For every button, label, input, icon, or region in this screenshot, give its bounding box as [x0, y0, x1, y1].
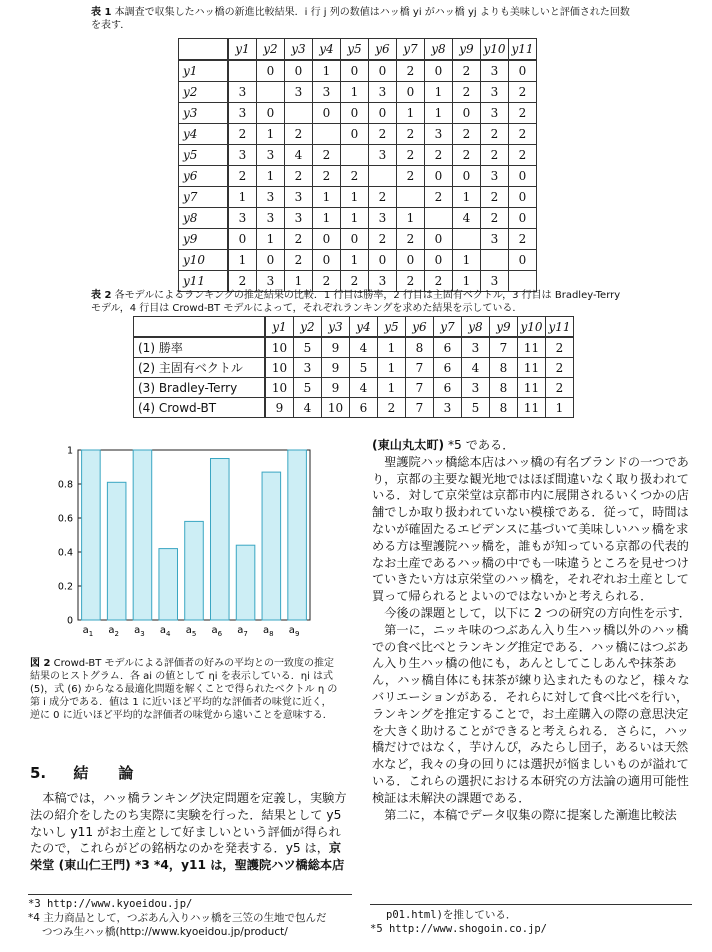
- table1-row-header: y5: [179, 145, 229, 166]
- table1-caption: [91, 6, 631, 32]
- table2-cell: 9: [265, 398, 294, 418]
- table2-col-header: y9: [490, 317, 518, 338]
- table1-row-header: y9: [179, 229, 229, 250]
- table1-row: [179, 82, 537, 103]
- table1-cell: 0: [509, 60, 537, 82]
- table1-cell: 0: [453, 166, 481, 187]
- table1-cell: 3: [257, 145, 285, 166]
- table2-cell: 6: [434, 337, 462, 358]
- table2-cell: 3: [434, 398, 462, 418]
- table1-row-header: y1: [179, 60, 229, 82]
- section-heading: [30, 762, 133, 783]
- table2-corner: [134, 317, 266, 338]
- table2-cell: 10: [265, 358, 294, 378]
- table1-cell: 0: [509, 250, 537, 271]
- table2-col-header: y6: [406, 317, 434, 338]
- table1-cell: 0: [369, 60, 397, 82]
- table1-row-header: y8: [179, 208, 229, 229]
- table2-cell: 5: [294, 337, 322, 358]
- table1-cell: 4: [453, 208, 481, 229]
- table1-cell: 1: [341, 250, 369, 271]
- table2-cell: 7: [406, 398, 434, 418]
- table2: [133, 316, 574, 418]
- x-tick-label: $a_7$: [237, 625, 248, 638]
- table1-cell: 3: [481, 229, 509, 250]
- table1-cell: 1: [453, 187, 481, 208]
- table1-cell: 3: [285, 208, 313, 229]
- table1-col-header: y7: [397, 39, 425, 61]
- section5-paragraph-bold: 京栄堂 (東山仁王門) *3 *4，y11 は，聖護院ハツ橋総本店: [30, 841, 345, 873]
- table1-cell: 3: [228, 145, 257, 166]
- table2-cell: 8: [490, 398, 518, 418]
- table2-col-header: y3: [322, 317, 350, 338]
- table2-cell: 4: [462, 358, 490, 378]
- right-paragraph-5: 第二に，本稿でデータ収集の際に提案した漸進比較法: [384, 807, 677, 822]
- table1-cell: 2: [509, 82, 537, 103]
- table1-cell: 2: [397, 229, 425, 250]
- x-tick-label: $a_4$: [159, 625, 171, 638]
- table2-cell: 10: [322, 398, 350, 418]
- table2-cell: 2: [546, 358, 574, 378]
- section-number: 5.: [30, 764, 47, 782]
- table1-cell: 2: [509, 229, 537, 250]
- table1-cell: 3: [285, 82, 313, 103]
- table1-cell: 2: [313, 271, 341, 292]
- table2-row-header: (2) 主固有ベクトル: [134, 358, 266, 378]
- y-tick-label: 0.4: [57, 547, 73, 559]
- table1-cell: 1: [257, 124, 285, 145]
- table1-col-header: y11: [509, 39, 537, 61]
- right-paragraph-2: 聖護院ハッ橋総本店はハッ橋の有名ブランドの一つであり，京都の主要な観光地ではほぼ間違いなく取り扱われている．対して京栄堂は京都市内に展開されるいくつかの店舗でしか取り扱われていない模様である．従って，時間はないが確固たるエビデンスに基づいて美味しいハッ橋を求める方は聖護院ハッ橋を，誰もが知っている京都の代表的なお土産であるハッ橋の中でも一味違うところを見せつけていきたい方は京栄堂のハッ橋を，それぞれお土産として買って帰られるとよいのではないかと考えられる．: [372, 454, 689, 604]
- table1-cell: 3: [257, 187, 285, 208]
- table2-cell: 3: [462, 337, 490, 358]
- table1-caption-text: 本調査で収集したハッ橋の新進比較結果．i 行 j 列の数値はハッ橋 yi がハッ橋 yj よりも美味しいと評価された回数を表す．: [91, 7, 630, 31]
- table2-row: [134, 358, 574, 378]
- table1-cell: 0: [257, 60, 285, 82]
- table2-cell: 9: [322, 337, 350, 358]
- table2-cell: 10: [265, 378, 294, 398]
- table2-cell: 9: [322, 358, 350, 378]
- right-paragraph-4: 第一に，ニッキ味のつぶあん入り生ハッ橋以外のハッ橋での食べ比べとランキング推定である．ハッ橋にはつぶあん入り生ハッ橋の他にも，あんとしてこしあんや抹茶あん，ハッ橋自体にも抹茶が練り込まれたものなど，様々なバリエーションがある．それらに対して食べ比べを行い，ランキングを推定することで，お土産購入の際の意思決定を大きく助けることができると考えられる．さらに，ハッ橋だけではなく，芋けんぴ，みたらし団子，あるいは天然水など，我々の身の回りには選択が悩ましいものが溢れている．これらの選択における本研究の方法論の適用可能性検証は未解決の課題である．: [372, 622, 690, 805]
- table2-col-header: y8: [462, 317, 490, 338]
- table1-col-header: y8: [425, 39, 453, 61]
- table1-cell: [341, 145, 369, 166]
- table2-row-header: (1) 勝率: [134, 337, 266, 358]
- table1-row: [179, 124, 537, 145]
- section5-paragraph: 本稿では，ハッ橋ランキング決定問題を定義し，実験方法の紹介をしたのち実際に実験を行った．結果として y5 ないし y11 がお土産として好ましいという評価が得られたので，これらがどの銘柄なのかを発表する．y5 は，: [30, 791, 347, 856]
- table1-cell: 2: [425, 187, 453, 208]
- table2-col-header: y11: [546, 317, 574, 338]
- table1-cell: 2: [397, 145, 425, 166]
- table1-cell: 3: [481, 166, 509, 187]
- table1-cell: 1: [285, 271, 313, 292]
- table1-cell: 0: [285, 60, 313, 82]
- table1-cell: 2: [313, 145, 341, 166]
- right-paragraph-3: 今後の課題として，以下に 2 つの研究の方向性を示す．: [384, 605, 691, 620]
- footnotes-right: [370, 908, 700, 936]
- bar-a6: [210, 459, 229, 621]
- table1-cell: [369, 166, 397, 187]
- table1: [178, 38, 537, 292]
- x-tick-label: $a_1$: [82, 625, 94, 638]
- table2-col-header: y5: [378, 317, 406, 338]
- bar-a1: [82, 450, 101, 620]
- table1-cell: [397, 187, 425, 208]
- table1-col-header: y5: [341, 39, 369, 61]
- table1-cell: 0: [257, 103, 285, 124]
- table1-cell: 2: [509, 124, 537, 145]
- table1-row: [179, 208, 537, 229]
- table1-row: [179, 166, 537, 187]
- right-column: [372, 437, 692, 823]
- table1-col-header: y9: [453, 39, 481, 61]
- table1-row: [179, 145, 537, 166]
- table1-cell: 1: [453, 271, 481, 292]
- table1-cell: [425, 208, 453, 229]
- table1-cell: 3: [228, 82, 257, 103]
- table2-cell: 2: [546, 337, 574, 358]
- table1-cell: 1: [313, 187, 341, 208]
- table1-row: [179, 250, 537, 271]
- table1-cell: 2: [481, 145, 509, 166]
- table1-row-header: y2: [179, 82, 229, 103]
- table2-cell: 10: [265, 337, 294, 358]
- table1-cell: 0: [425, 166, 453, 187]
- table1-cell: 3: [481, 82, 509, 103]
- table1-cell: 1: [257, 229, 285, 250]
- table2-cell: 5: [294, 378, 322, 398]
- table2-cell: 11: [518, 378, 546, 398]
- table1-row-header: y6: [179, 166, 229, 187]
- table1-cell: [453, 229, 481, 250]
- table1-cell: 2: [228, 271, 257, 292]
- footnote-5: *5 http://www.shogoin.co.jp/: [370, 923, 548, 935]
- table1-cell: 1: [397, 103, 425, 124]
- table2-col-header: y2: [294, 317, 322, 338]
- table1-cell: [313, 124, 341, 145]
- table1-row-header: y10: [179, 250, 229, 271]
- table1-cell: 0: [257, 250, 285, 271]
- table1-row-header: y7: [179, 187, 229, 208]
- table2-cell: 5: [462, 398, 490, 418]
- table1-cell: 2: [453, 82, 481, 103]
- table1-col-header: y2: [257, 39, 285, 61]
- table2-cell: 3: [294, 358, 322, 378]
- table1-cell: 0: [425, 229, 453, 250]
- table1-cell: 0: [228, 229, 257, 250]
- table1-corner: [179, 39, 229, 61]
- table1-cell: 2: [453, 124, 481, 145]
- table1-cell: 0: [509, 166, 537, 187]
- table1-cell: 0: [313, 229, 341, 250]
- table1-cell: 1: [313, 60, 341, 82]
- table1-cell: 0: [369, 250, 397, 271]
- table2-col-header: y7: [434, 317, 462, 338]
- table1-cell: 2: [285, 250, 313, 271]
- table1-cell: 2: [453, 145, 481, 166]
- table1-cell: 2: [285, 229, 313, 250]
- table2-cell: 11: [518, 398, 546, 418]
- table1-cell: 0: [453, 103, 481, 124]
- table1-cell: 1: [397, 208, 425, 229]
- footnote-4-tail: p01.html)を推している．: [386, 909, 517, 921]
- table1-cell: 3: [481, 60, 509, 82]
- table2-cell: 6: [434, 378, 462, 398]
- table1-cell: 3: [285, 187, 313, 208]
- table2-cell: 8: [490, 358, 518, 378]
- bar-a8: [262, 472, 281, 620]
- y-tick-label: 0.2: [57, 581, 73, 593]
- table1-cell: 1: [341, 208, 369, 229]
- table1-cell: 2: [397, 124, 425, 145]
- table1-cell: 2: [285, 124, 313, 145]
- figure2-chart: [50, 440, 315, 645]
- table2-caption-label: 表 2: [91, 290, 112, 301]
- footnotes-left: [28, 897, 358, 939]
- table2-cell: 2: [378, 398, 406, 418]
- footnote-4: *4 主力商品として，つぶあん入りハッ橋を三笠の生地で包んだ: [28, 912, 327, 924]
- table1-cell: 1: [257, 166, 285, 187]
- table1-cell: 2: [228, 166, 257, 187]
- table1-cell: 3: [369, 208, 397, 229]
- table1-cell: 2: [509, 145, 537, 166]
- table2-row: [134, 378, 574, 398]
- table1-cell: 2: [369, 187, 397, 208]
- y-tick-label: 1: [66, 445, 73, 457]
- table1-cell: 2: [397, 166, 425, 187]
- table2-cell: 7: [406, 378, 434, 398]
- x-tick-label: $a_2$: [108, 625, 119, 638]
- table1-cell: 2: [285, 166, 313, 187]
- table2-cell: 9: [322, 378, 350, 398]
- table2-row: [134, 398, 574, 418]
- table1-cell: 3: [369, 82, 397, 103]
- table1-cell: 0: [369, 103, 397, 124]
- table1-row: [179, 60, 537, 82]
- table1-cell: 1: [228, 250, 257, 271]
- table2-cell: 4: [350, 378, 378, 398]
- table2-row-header: (3) Bradley-Terry: [134, 378, 266, 398]
- table1-cell: 1: [341, 187, 369, 208]
- table1-cell: 2: [369, 124, 397, 145]
- table2-cell: 11: [518, 358, 546, 378]
- figure2-caption-text: Crowd-BT モデルによる評価者の好みの平均との一致度の推定結果のヒストグラム．各 ai の値として ηi を表示している．ηi は式 (5)，式 (6) からなる最適化問題を解くことで得られたベクトル η の第 i 成分である．値は 1 に近いほど平均的な評価者の味覚に近く，逆に 0 に近いほど平均的な評価者の味覚から遠いことを意味する．: [30, 658, 338, 721]
- section-title: 結 論: [73, 764, 134, 782]
- table2-caption: [91, 289, 631, 315]
- table2-cell: 2: [546, 378, 574, 398]
- table1-cell: 1: [425, 103, 453, 124]
- table1-cell: 0: [313, 250, 341, 271]
- table1-col-header: y3: [285, 39, 313, 61]
- table1-row-header: y11: [179, 271, 229, 292]
- bar-a4: [159, 549, 178, 620]
- table2-cell: 11: [518, 337, 546, 358]
- table1-cell: 2: [228, 124, 257, 145]
- table2-cell: 8: [406, 337, 434, 358]
- table1-cell: 2: [481, 187, 509, 208]
- table1-col-header: y1: [228, 39, 257, 61]
- x-tick-label: $a_3$: [134, 625, 145, 638]
- table1-cell: 1: [341, 82, 369, 103]
- table1-cell: 0: [341, 124, 369, 145]
- table1-cell: 0: [509, 187, 537, 208]
- table2-cell: 6: [350, 398, 378, 418]
- table1-cell: 2: [369, 229, 397, 250]
- table1-cell: 1: [228, 187, 257, 208]
- table1-cell: 2: [397, 60, 425, 82]
- table1-cell: 2: [313, 166, 341, 187]
- table1-cell: 2: [509, 103, 537, 124]
- table1-row-header: y4: [179, 124, 229, 145]
- table1-cell: 0: [341, 229, 369, 250]
- table1-cell: 4: [285, 145, 313, 166]
- table1-cell: 2: [341, 271, 369, 292]
- table1-cell: [285, 103, 313, 124]
- figure2-caption: [30, 657, 340, 722]
- table1-cell: 0: [397, 250, 425, 271]
- y-tick-label: 0.8: [57, 479, 73, 491]
- bar-a2: [107, 482, 126, 620]
- table2-cell: 4: [294, 398, 322, 418]
- bar-a9: [288, 450, 307, 620]
- table1-cell: 0: [425, 250, 453, 271]
- right-line1-bold: (東山丸太町): [372, 438, 445, 452]
- y-tick-label: 0.6: [57, 513, 73, 525]
- table2-col-header: y1: [265, 317, 294, 338]
- x-tick-label: $a_5$: [185, 625, 197, 638]
- table2-cell: 1: [378, 358, 406, 378]
- table1-cell: 3: [369, 145, 397, 166]
- table1-cell: 3: [257, 271, 285, 292]
- table1-row: [179, 187, 537, 208]
- table1-cell: 2: [481, 124, 509, 145]
- table1-cell: 2: [425, 145, 453, 166]
- bar-a7: [236, 545, 255, 620]
- table1-col-header: y4: [313, 39, 341, 61]
- table1-cell: 0: [509, 208, 537, 229]
- table2-row-header: (4) Crowd-BT: [134, 398, 266, 418]
- footnote-3: *3 http://www.kyoeidou.jp/: [28, 898, 193, 910]
- table1-cell: 3: [425, 124, 453, 145]
- table1-cell: 1: [313, 208, 341, 229]
- table1-cell: 3: [369, 271, 397, 292]
- x-tick-label: $a_6$: [211, 625, 223, 638]
- table2-cell: 7: [490, 337, 518, 358]
- table1-cell: 2: [425, 271, 453, 292]
- table1-cell: [481, 250, 509, 271]
- table1-cell: 2: [481, 208, 509, 229]
- table1-cell: 1: [425, 82, 453, 103]
- table1-cell: 0: [397, 82, 425, 103]
- table1-cell: 0: [313, 103, 341, 124]
- table2-cell: 1: [378, 337, 406, 358]
- table2-cell: 5: [350, 358, 378, 378]
- table1-row: [179, 103, 537, 124]
- table2-cell: 1: [378, 378, 406, 398]
- bar-a3: [133, 450, 152, 620]
- table1-cell: 3: [228, 208, 257, 229]
- table2-cell: 3: [462, 378, 490, 398]
- bar-a5: [185, 521, 204, 620]
- table1-cell: 2: [397, 271, 425, 292]
- figure2-caption-label: 図 2: [30, 658, 51, 669]
- table1-cell: 1: [453, 250, 481, 271]
- table1-cell: 2: [453, 60, 481, 82]
- table1-cell: 3: [228, 103, 257, 124]
- table1-col-header: y10: [481, 39, 509, 61]
- table1-cell: 0: [341, 103, 369, 124]
- table1-cell: 0: [425, 60, 453, 82]
- table2-caption-text: 各モデルによるランキングの推定結果の比較．1 行目は勝率，2 行目は主固有ベクトル，3 行目は Bradley-Terry モデル，4 行目は Crowd-BT モデルによって，それぞれランキングを求めた結果を示している．: [91, 290, 621, 314]
- table1-cell: 0: [341, 60, 369, 82]
- footnote-4-cont: つつみ生ハッ橋(http://www.kyoeidou.jp/product/: [42, 926, 288, 938]
- table2-col-header: y4: [350, 317, 378, 338]
- table1-cell: 2: [341, 166, 369, 187]
- table2-cell: 1: [546, 398, 574, 418]
- table1-cell: 3: [257, 208, 285, 229]
- right-line1-rest: *5 である．: [444, 438, 515, 452]
- section5-body: [30, 790, 348, 874]
- table1-cell: 3: [481, 271, 509, 292]
- table1-row: [179, 229, 537, 250]
- table1-row-header: y3: [179, 103, 229, 124]
- table2-cell: 6: [434, 358, 462, 378]
- x-tick-label: $a_8$: [263, 625, 274, 638]
- table2-cell: 8: [490, 378, 518, 398]
- table2-cell: 4: [350, 337, 378, 358]
- y-tick-label: 0: [66, 615, 73, 627]
- table1-cell: [257, 82, 285, 103]
- table1-caption-label: 表 1: [91, 7, 112, 18]
- table2-cell: 7: [406, 358, 434, 378]
- table1-cell: 3: [313, 82, 341, 103]
- table1-cell: [228, 60, 257, 82]
- table1-cell: 3: [481, 103, 509, 124]
- table2-col-header: y10: [518, 317, 546, 338]
- table2-row: [134, 337, 574, 358]
- x-tick-label: $a_9$: [288, 625, 300, 638]
- table1-col-header: y6: [369, 39, 397, 61]
